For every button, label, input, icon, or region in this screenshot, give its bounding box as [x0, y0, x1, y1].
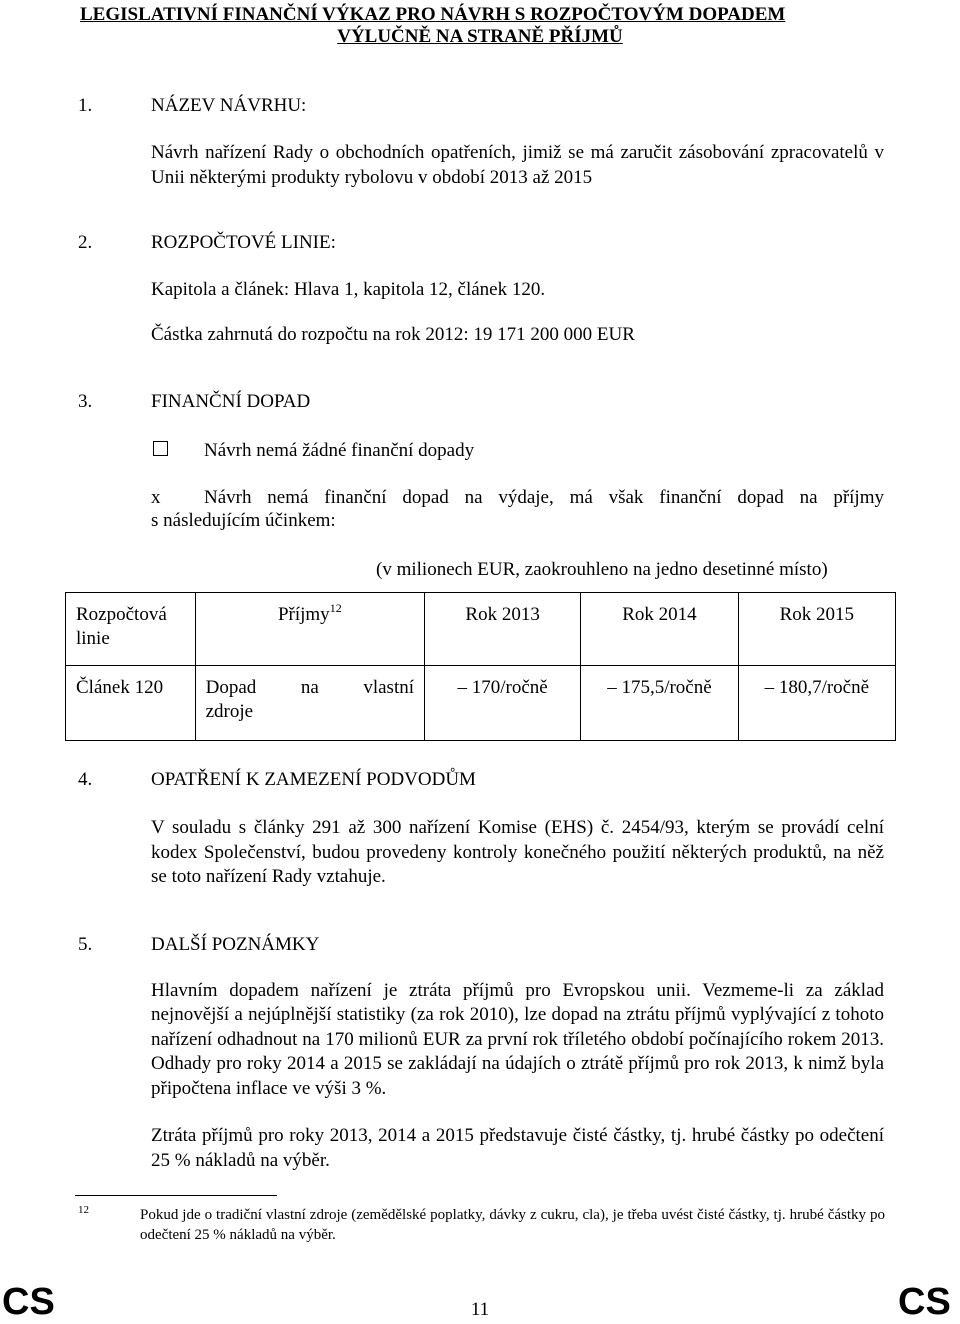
section-5-heading — [78, 933, 778, 957]
footnote-reference[interactable]: 12 — [329, 601, 342, 615]
section-4-number: 4. — [78, 769, 93, 790]
cell-impact-word: zdroje — [205, 701, 254, 722]
footnote-divider — [75, 1195, 277, 1196]
table-header-row — [66, 593, 896, 666]
section-1-title: NÁZEV NÁVRHU: — [151, 95, 307, 116]
section-5-number: 5. — [78, 934, 93, 955]
section-2-heading — [78, 231, 778, 255]
cell-impact-word: vlastní — [363, 677, 415, 698]
header-budget-line-text-2: linie — [76, 628, 110, 649]
section-5-paragraph-1: Hlavním dopadem nařízení je ztráta příjmů pro Evropskou unii. Vezmeme-li za základ nejnovější a nejúplnější statistiky (za rok 2010), lze dopad na ztrátu příjmů vyplývající z tohoto nařízení odhadnout na 170 milionů EUR za první rok tříletého období počínajícího rokem 2013. Odhady pro roky 2014 a 2015 se zakládají na údajích o ztrátě příjmů pro rok 2013, k nimž byla připočtena inflace ve výši 3 %. — [151, 980, 884, 1099]
document-title-line1: LEGISLATIVNÍ FINANČNÍ VÝKAZ PRO NÁVRH S ROZPOČTOVÝM DOPADEM — [80, 4, 786, 25]
option-no-impact-label: Návrh nemá žádné finanční dopady — [204, 440, 475, 461]
section-2-number: 2. — [78, 232, 93, 253]
section-5-title: DALŠÍ POZNÁMKY — [151, 934, 320, 955]
section-5-paragraph-2: Ztráta příjmů pro roky 2013, 2014 a 2015 představuje čisté částky, tj. hrubé částky po odečtení 25 % nákladů na výběr. — [151, 1125, 884, 1171]
table-row — [66, 666, 896, 741]
language-code-left: CS — [2, 1281, 55, 1323]
budget-amount: Částka zahrnutá do rozpočtu na rok 2012: 19 171 200 000 EUR — [151, 324, 635, 345]
header-year-2013: Rok 2013 — [425, 593, 581, 666]
section-4-text: V souladu s články 291 až 300 nařízení Komise (EHS) č. 2454/93, kterým se provádí celní kodex Společenství, budou provedeny kontroly konečného použití některých produktů, na něž se toto nařízení Rady vztahuje. — [151, 817, 884, 887]
header-year-2014: Rok 2014 — [581, 593, 738, 666]
header-budget-line — [66, 593, 196, 666]
document-title-line2: VÝLUČNĚ NA STRANĚ PŘÍJMŮ — [337, 26, 623, 47]
section-1-heading — [78, 94, 778, 118]
cell-impact-word: na — [300, 677, 319, 698]
budget-table — [65, 592, 896, 741]
header-year-2015: Rok 2015 — [738, 593, 895, 666]
section-1-number: 1. — [78, 95, 93, 116]
section-3-number: 3. — [78, 391, 93, 412]
page-number: 11 — [470, 1299, 490, 1320]
units-note: (v milionech EUR, zaokrouhleno na jedno desetinné místo) — [376, 559, 828, 580]
cell-article: Článek 120 — [66, 666, 196, 741]
header-revenue — [195, 593, 424, 666]
budget-chapter-article: Kapitola a článek: Hlava 1, kapitola 12, článek 120. — [151, 279, 546, 300]
footnote-text: Pokud jde o tradiční vlastní zdroje (zemědělské poplatky, dávky z cukru, cla), je třeba uvést čisté částky, tj. hrubé částky po odečtení 25 % nákladů na výběr. — [140, 1207, 885, 1243]
section-4-title: OPATŘENÍ K ZAMEZENÍ PODVODŮM — [151, 769, 476, 790]
checkbox-revenue-impact-mark[interactable]: x — [151, 487, 161, 508]
cell-impact-description — [195, 666, 424, 741]
section-3-heading — [78, 390, 778, 414]
cell-value-2015: – 180,7/ročně — [738, 666, 895, 741]
cell-impact-word: Dopad — [205, 677, 257, 698]
checkbox-no-impact[interactable] — [153, 441, 168, 456]
section-1-text: Návrh nařízení Rady o obchodních opatřeních, jimiž se má zaručit zásobování zpracovatelů v Unii některými produkty rybolovu v období 2013 až 2015 — [151, 142, 884, 188]
section-4-heading — [78, 768, 778, 792]
section-3-title: FINANČNÍ DOPAD — [151, 391, 311, 412]
option-revenue-impact-label: Návrh nemá finanční dopad na výdaje, má však finanční dopad na příjmy — [204, 487, 884, 508]
header-budget-line-text: Rozpočtová — [76, 604, 167, 625]
language-code-right: CS — [898, 1281, 951, 1323]
section-2-title: ROZPOČTOVÉ LINIE: — [151, 232, 336, 253]
cell-value-2013: – 170/ročně — [425, 666, 581, 741]
header-revenue-text: Příjmy — [277, 604, 330, 625]
option-revenue-impact-label-cont: s následujícím účinkem: — [151, 510, 336, 531]
cell-value-2014: – 175,5/ročně — [581, 666, 738, 741]
footnote-number: 12 — [78, 1204, 89, 1216]
